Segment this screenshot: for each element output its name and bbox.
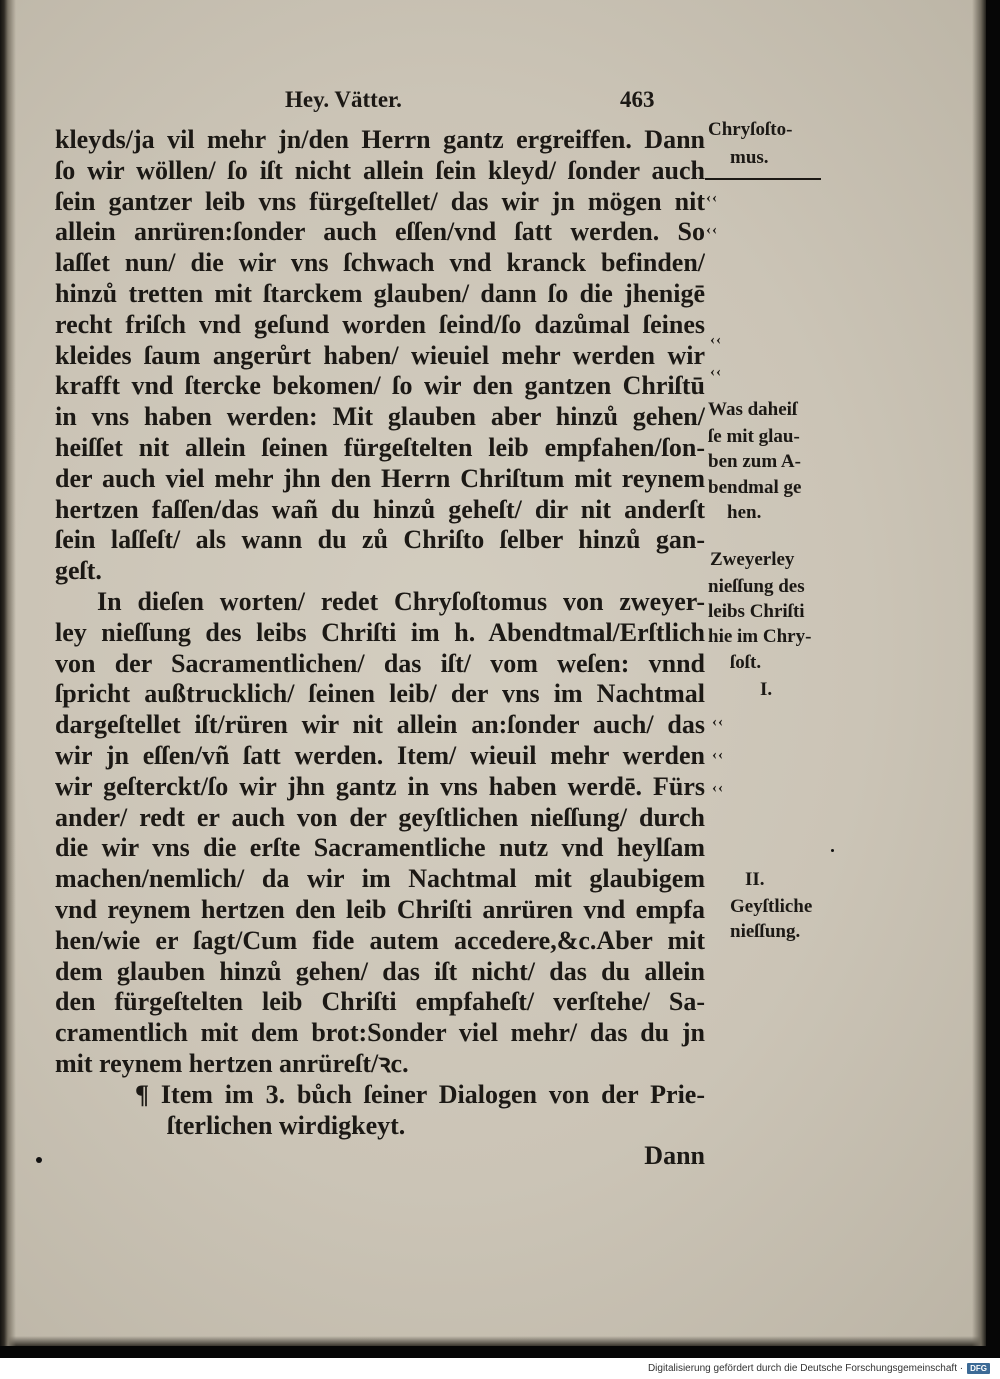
margin-note-line: ben zum A- <box>708 451 801 472</box>
paragraph-start-line: In dieſen worten/ redet Chryſoſtomus von zweyer- <box>97 586 705 616</box>
margin-note-line: bendmal ge <box>708 477 802 498</box>
quotation-mark: ‹‹ <box>712 780 724 796</box>
text-line: ſein laſſeſt/ als wann du zů Chriſto ſelber hinzů gan- <box>55 525 705 555</box>
paragraph-start-line: ¶ Item im 3. bůch ſeiner Dialogen von der Prie- <box>135 1079 705 1109</box>
text-line: wir geſterckt/ſo wir jhn gantz in vns haben werdē. Fürs <box>55 771 705 801</box>
margin-note-line: nieſſung. <box>730 921 801 942</box>
text-line: hen/wie er ſagt/Cum fide autem accedere,&c.Aber mit <box>55 925 705 955</box>
margin-numeral: II. <box>745 869 765 890</box>
text-line: geſt. <box>55 556 102 586</box>
margin-note-line: nieſſung des <box>708 576 805 597</box>
text-line: kleides ſaum angerůrt haben/ wieuiel mehr werden wir <box>55 340 705 370</box>
text-line: krafft vnd ſtercke bekomen/ ſo wir den gantzen Chriſtū <box>55 371 705 401</box>
ink-speck <box>831 849 834 852</box>
margin-note-line: leibs Chriſti <box>708 601 805 622</box>
margin-note-line: hie im Chry- <box>708 626 812 647</box>
catchword: Dann <box>644 1141 705 1171</box>
text-line: ſein gantzer leib vns fürgeſtellet/ das wir jn mögen nit <box>55 186 705 216</box>
margin-note-line: mus. <box>730 147 769 168</box>
text-line: ſo wir wöllen/ ſo iſt nicht allein ſein kleyd/ ſonder auch <box>55 155 705 185</box>
text-line: kleyds/ja vil mehr jn/den Herrn gantz ergreiffen. Dann <box>55 125 705 154</box>
text-line: allein anrüren:ſonder auch eſſen/vnd ſatt werden. So <box>55 217 705 247</box>
margin-note-line: Geyſtliche <box>730 896 813 917</box>
text-line: laſſet nun/ die wir vns ſchwach vnd kranck befinden/ <box>55 248 705 278</box>
margin-note-line: Was daheiſ <box>708 399 798 420</box>
ink-speck <box>36 1157 42 1163</box>
page-number: 463 <box>620 87 655 112</box>
text-line: hinzů tretten mit ſtarckem glauben/ dann ſo die jhenigē <box>55 278 705 308</box>
margin-note-line: Zweyerley <box>710 549 795 570</box>
margin-rule <box>705 178 821 180</box>
quotation-mark: ‹‹ <box>712 714 724 730</box>
digitization-credit-band <box>0 1358 1000 1379</box>
main-text-block <box>55 125 705 1172</box>
text-line: ſterlichen wirdigkeyt. <box>167 1110 406 1140</box>
text-line: ley nieſſung des leibs Chriſti im h. Abendtmal/Erſtlich <box>55 617 705 647</box>
text-line: der auch viel mehr jhn den Herrn Chriſtum mit reynem <box>55 463 705 493</box>
text-line: hertzen faſſen/das wañ du hinzů geheſt/ dir nit anderſt <box>55 494 705 524</box>
margin-note-line: hen. <box>727 502 762 523</box>
quotation-mark: ‹‹ <box>706 190 718 206</box>
margin-note-line: ſe mit glau- <box>708 426 800 447</box>
text-line: wir jn eſſen/vñ ſatt werden. Item/ wieuil mehr werden <box>55 740 705 770</box>
quotation-mark: ‹‹ <box>710 332 722 348</box>
text-line: ſpricht außtrucklich/ ſeinen leib/ der vns im Nachtmal <box>55 679 705 709</box>
text-line: die wir vns die erſte Sacramentliche nutz vnd heylſam <box>55 833 705 863</box>
running-title: Hey. Vätter. <box>285 87 402 112</box>
dfg-logo: DFG <box>967 1363 990 1374</box>
text-line: recht friſch vnd geſund worden ſeind/ſo dazůmal ſeines <box>55 309 705 339</box>
text-line: dem glauben hinzů gehen/ das iſt nicht/ das du allein <box>55 956 705 986</box>
text-line: dargeſtellet iſt/rüren wir nit allein an:ſonder auch/ das <box>55 710 705 740</box>
text-line: mit reynem hertzen anrüreſt/ꝛc. <box>55 1048 409 1078</box>
credit-row <box>648 1358 990 1379</box>
quotation-mark: ‹‹ <box>712 747 724 763</box>
text-line: den fürgeſtelten leib Chriſti empfaheſt/ verſtehe/ Sa- <box>55 987 705 1017</box>
margin-note-line: ſoſt. <box>730 652 762 673</box>
text-line: machen/nemlich/ da wir im Nachtmal mit glaubigem <box>55 864 705 894</box>
text-line: cramentlich mit dem brot:Sonder viel mehr/ das du jn <box>55 1018 705 1048</box>
text-line: vnd reynem hertzen den leib Chriſti anrüren vnd empfa <box>55 894 705 924</box>
margin-numeral: I. <box>760 679 773 700</box>
credit-text: Digitalisierung gefördert durch die Deutsche Forschungsgemeinschaft · <box>647 1363 964 1374</box>
text-line: ander/ redt er auch von der geyſtlichen nieſſung/ durch <box>55 802 705 832</box>
quotation-mark: ‹‹ <box>706 222 718 238</box>
text-line: heiſſet nit allein ſeinen fürgeſtelten leib empfahen/ſon- <box>55 432 705 462</box>
margin-note-line: Chryſoſto- <box>708 119 793 140</box>
text-line: von der Sacramentlichen/ das iſt/ vom weſen: vnnd <box>55 648 705 678</box>
quotation-mark: ‹‹ <box>710 364 722 380</box>
text-line: in vns haben werden: Mit glauben aber hinzů gehen/ <box>55 402 705 432</box>
